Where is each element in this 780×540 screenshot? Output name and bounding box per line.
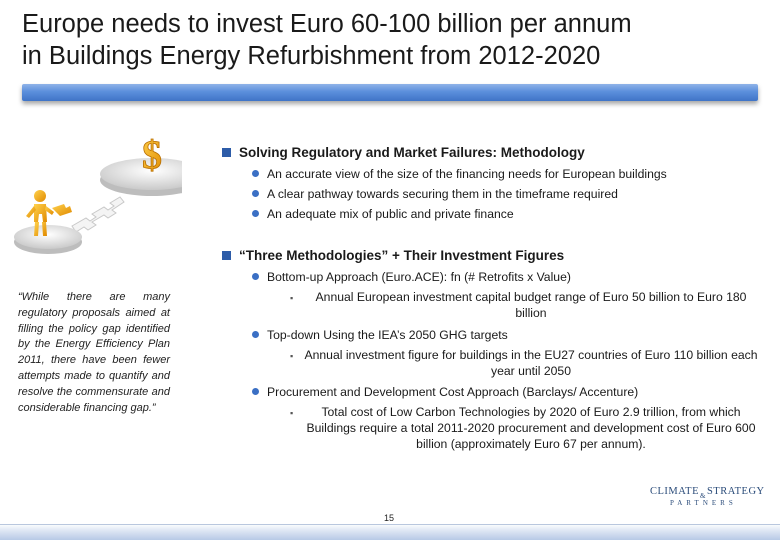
- small-square-bullet-icon: ▪: [290, 408, 294, 418]
- methodology-item: [252, 385, 638, 399]
- page-number: 15: [384, 513, 395, 523]
- square-bullet-icon: [222, 251, 231, 260]
- round-bullet-icon: [252, 331, 259, 338]
- slide-title: [22, 8, 762, 72]
- bullet-item: [252, 187, 618, 201]
- methodology-label: Top-down Using the IEA’s 2050 GHG targets: [267, 328, 508, 342]
- dollar-sign-icon: $: [142, 132, 162, 177]
- dollar-goal-figure-illustration: [12, 118, 182, 278]
- bullet-item: [252, 167, 667, 181]
- bullet-item: [252, 207, 514, 221]
- methodology-label: Procurement and Development Cost Approach (Barclays/ Accenture): [267, 385, 639, 399]
- round-bullet-icon: [252, 273, 259, 280]
- quote-text: “While there are many regulatory proposals aimed at filling the policy gap identified by the Energy Efficiency Plan 2011, there have been fewer attempts made to quantify and resolve the commensurate and considerable financing gap.”: [18, 291, 170, 414]
- title-line-2: in Buildings Energy Refurbishment from 2012-2020: [22, 42, 601, 70]
- methodology-label: Bottom-up Approach (Euro.ACE): fn (# Retrofits x Value): [267, 270, 571, 284]
- methodology-detail-text: Total cost of Low Carbon Technologies by 2020 of Euro 2.9 trillion, from which Buildings require a total 2011-2020 procurement and development cost of Euro 600 billion (approximately Euro 67 per annum).: [306, 405, 756, 451]
- methodology-item: [252, 328, 508, 342]
- logo-amp: &: [700, 492, 706, 500]
- small-square-bullet-icon: ▪: [290, 351, 294, 361]
- methodology-detail: [290, 290, 760, 322]
- logo-partners: PARTNERS: [670, 499, 737, 507]
- section-heading-methodology: [222, 145, 585, 160]
- square-bullet-icon: [222, 148, 231, 157]
- section-heading-label: Solving Regulatory and Market Failures: Methodology: [239, 145, 585, 160]
- small-square-bullet-icon: ▪: [290, 293, 294, 303]
- methodology-detail-text: Annual investment figure for buildings in the EU27 countries of Euro 110 billion each year until 2050: [304, 348, 758, 378]
- bullet-label: A clear pathway towards securing them in the timeframe required: [267, 187, 618, 201]
- round-bullet-icon: [252, 210, 259, 217]
- puzzle-piece-icon: [52, 204, 72, 216]
- section-heading-label: “Three Methodologies” + Their Investment Figures: [239, 248, 565, 263]
- logo-strategy: STRATEGY: [706, 486, 765, 497]
- logo-climate: CLIMATE: [650, 486, 699, 497]
- bullet-label: An adequate mix of public and private finance: [267, 207, 514, 221]
- bullet-label: An accurate view of the size of the financing needs for European buildings: [267, 167, 667, 181]
- round-bullet-icon: [252, 388, 259, 395]
- methodology-item: [252, 270, 571, 284]
- methodology-detail-text: Annual European investment capital budget range of Euro 50 billion to Euro 180 billion: [315, 290, 747, 320]
- round-bullet-icon: [252, 190, 259, 197]
- title-underline-bar: [22, 84, 758, 101]
- title-line-1: Europe needs to invest Euro 60-100 billion per annum: [22, 10, 632, 38]
- section-heading-three-methodologies: [222, 248, 564, 263]
- climate-strategy-logo: [650, 484, 765, 510]
- footer-band: [0, 524, 780, 540]
- methodology-detail: [290, 348, 760, 380]
- round-bullet-icon: [252, 170, 259, 177]
- methodology-detail: [290, 405, 760, 452]
